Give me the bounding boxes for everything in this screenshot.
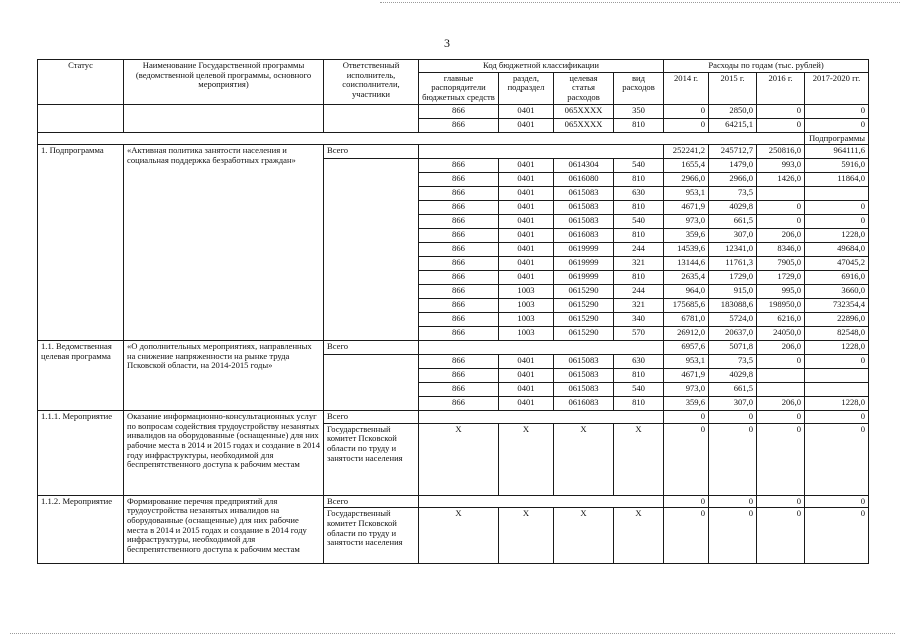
measure-total-row (38, 411, 869, 424)
cell-article: 0615290 (554, 313, 614, 327)
measure-code: X (614, 508, 664, 564)
measure-total-value: 0 (757, 495, 805, 508)
cell-article: 0616083 (554, 229, 614, 243)
cell-grbs: 866 (419, 187, 499, 201)
header-executor: Ответственный исполнитель, соисполнители, участники (324, 60, 419, 105)
cell-type: 810 (614, 118, 664, 132)
cell-type: 244 (614, 243, 664, 257)
cell-2015: 4029,8 (709, 201, 757, 215)
cell-article: 0615083 (554, 215, 614, 229)
header-year-2015: 2015 г. (709, 72, 757, 104)
cell-section: 1003 (499, 313, 554, 327)
kbk-empty (419, 341, 664, 355)
cell-2017-2020: 11864,0 (805, 173, 869, 187)
measure-total-value: 0 (805, 411, 869, 424)
cell-2014: 4671,9 (664, 201, 709, 215)
cell-section: 0401 (499, 104, 554, 118)
cell-2017-2020: 3660,0 (805, 285, 869, 299)
cell-2014: 973,0 (664, 215, 709, 229)
cell-article: 065XXXX (554, 118, 614, 132)
cell-2014: 964,0 (664, 285, 709, 299)
executor-empty (324, 355, 419, 411)
scan-artifact-top (380, 2, 900, 4)
cell-article: 0619999 (554, 243, 614, 257)
cell-section: 0401 (499, 118, 554, 132)
name-cell-empty (124, 104, 324, 132)
cell-2015: 73,5 (709, 187, 757, 201)
cell-2017-2020: 6916,0 (805, 271, 869, 285)
cell-2017-2020: 49684,0 (805, 243, 869, 257)
header-year-2017-2020: 2017-2020 гг. (805, 72, 869, 104)
cell-2015: 11761,3 (709, 257, 757, 271)
total-value: 245712,7 (709, 145, 757, 159)
cell-2017-2020: 1228,0 (805, 397, 869, 411)
measure-value: 0 (709, 508, 757, 564)
cell-type: 810 (614, 397, 664, 411)
cell-2015: 20637,0 (709, 327, 757, 341)
cell-2016: 7905,0 (757, 257, 805, 271)
cell-2015: 1729,0 (709, 271, 757, 285)
cell-2015: 2850,0 (709, 104, 757, 118)
measure-total-value: 0 (664, 411, 709, 424)
cell-2014: 6781,0 (664, 313, 709, 327)
cell-article: 0616083 (554, 397, 614, 411)
cell-2015: 661,5 (709, 383, 757, 397)
cell-section: 0401 (499, 355, 554, 369)
cell-section: 0401 (499, 257, 554, 271)
cell-grbs: 866 (419, 313, 499, 327)
measure-value: 0 (805, 423, 869, 495)
measure-code: X (554, 423, 614, 495)
cell-2016: 24050,0 (757, 327, 805, 341)
cell-type: 630 (614, 187, 664, 201)
total-value: 250816,0 (757, 145, 805, 159)
cell-2015: 307,0 (709, 397, 757, 411)
cell-2014: 973,0 (664, 383, 709, 397)
header-status: Статус (38, 60, 124, 105)
measure-total-row (38, 495, 869, 508)
measure-code: X (419, 423, 499, 495)
cell-2016: 995,0 (757, 285, 805, 299)
total-value: 252241,2 (664, 145, 709, 159)
cell-type: 321 (614, 257, 664, 271)
cell-article: 0615083 (554, 383, 614, 397)
cell-grbs: 866 (419, 327, 499, 341)
cell-2015: 4029,8 (709, 369, 757, 383)
cell-grbs: 866 (419, 285, 499, 299)
cell-type: 630 (614, 355, 664, 369)
cell-2017-2020: 0 (805, 201, 869, 215)
cell-article: 0615083 (554, 201, 614, 215)
cell-type: 810 (614, 271, 664, 285)
cell-2014: 26912,0 (664, 327, 709, 341)
cell-type: 321 (614, 299, 664, 313)
cell-grbs: 866 (419, 243, 499, 257)
cell-section: 0401 (499, 215, 554, 229)
table-header-row (38, 60, 869, 73)
executor-empty (324, 159, 419, 341)
cell-article: 0615290 (554, 327, 614, 341)
total-value: 6957,6 (664, 341, 709, 355)
cell-type: 810 (614, 173, 664, 187)
cell-2017-2020: 0 (805, 118, 869, 132)
measure-total-value: 0 (709, 411, 757, 424)
cell-2014: 359,6 (664, 397, 709, 411)
subprogram-status: 1. Подпрограмма (38, 145, 124, 341)
cell-grbs: 866 (419, 118, 499, 132)
cell-2015: 307,0 (709, 229, 757, 243)
cell-article: 0615083 (554, 369, 614, 383)
section-row (38, 132, 869, 145)
cell-grbs: 866 (419, 383, 499, 397)
cell-type: 810 (614, 369, 664, 383)
cell-2017-2020: 0 (805, 355, 869, 369)
cell-type: 540 (614, 383, 664, 397)
subprogram-name: «Активная политика занятости населения и социальная поддержка безработных граждан» (124, 145, 324, 341)
cell-2016 (757, 383, 805, 397)
cell-section: 0401 (499, 229, 554, 243)
measure-executor: Государственный комитет Псковской области по труду и занятости населения (324, 423, 419, 495)
header-kbk-section: раздел, подраздел (499, 72, 554, 104)
measure-status: 1.1.2. Мероприятие (38, 495, 124, 564)
cell-2017-2020: 0 (805, 104, 869, 118)
table-body (38, 60, 869, 564)
measure-name: Оказание информационно-консультационных услуг по вопросам содействия трудоустройству незанятых инвалидов на оборудованные (оснащенные) для них рабочие места в 2014 и 2015 годах и создание в 2014 году инфраструктуры, необходимой для беспрепятственного доступа к рабочим местам (124, 411, 324, 496)
cell-2017-2020 (805, 383, 869, 397)
cell-section: 0401 (499, 243, 554, 257)
cell-2017-2020: 0 (805, 215, 869, 229)
measure-total-label: Всего (324, 411, 419, 424)
cell-grbs: 866 (419, 271, 499, 285)
cell-2015: 73,5 (709, 355, 757, 369)
cell-grbs: 866 (419, 159, 499, 173)
measure-code: X (614, 423, 664, 495)
cell-article: 0615290 (554, 285, 614, 299)
kbk-empty (419, 145, 664, 159)
header-year-2014: 2014 г. (664, 72, 709, 104)
cell-2014: 4671,9 (664, 369, 709, 383)
measure-value: 0 (805, 508, 869, 564)
cell-2016: 206,0 (757, 229, 805, 243)
scan-artifact-bottom (10, 633, 895, 635)
cell-2017-2020: 47045,2 (805, 257, 869, 271)
cell-2017-2020: 82548,0 (805, 327, 869, 341)
cell-grbs: 866 (419, 355, 499, 369)
kbk-empty (419, 495, 664, 508)
measure-total-value: 0 (757, 411, 805, 424)
header-kbk-type: вид расходов (614, 72, 664, 104)
executor-total: Всего (324, 145, 419, 159)
measure-total-label: Всего (324, 495, 419, 508)
cell-2014: 2635,4 (664, 271, 709, 285)
cell-type: 540 (614, 215, 664, 229)
cell-2015: 1479,0 (709, 159, 757, 173)
executor-total: Всего (324, 341, 419, 355)
header-kbk-grbs: главные распорядители бюджетных средств (419, 72, 499, 104)
cell-article: 0619999 (554, 257, 614, 271)
header-name: Наименование Государственной программы (ведомственной целевой программы, основного мероприятия) (124, 60, 324, 105)
cell-section: 1003 (499, 327, 554, 341)
page-number: 3 (444, 36, 450, 50)
cell-2016: 6216,0 (757, 313, 805, 327)
cell-2014: 953,1 (664, 355, 709, 369)
cell-2014: 2966,0 (664, 173, 709, 187)
cell-2015: 183088,6 (709, 299, 757, 313)
cell-article: 0619999 (554, 271, 614, 285)
cell-2015: 661,5 (709, 215, 757, 229)
cell-2014: 953,1 (664, 187, 709, 201)
cell-section: 0401 (499, 201, 554, 215)
total-row (38, 341, 869, 355)
kbk-empty (419, 411, 664, 424)
cell-2017-2020 (805, 187, 869, 201)
header-expenses: Расходы по годам (тыс. рублей) (664, 60, 869, 73)
executor-cell-empty (324, 104, 419, 132)
cell-section: 1003 (499, 285, 554, 299)
measure-value: 0 (664, 423, 709, 495)
cell-2017-2020: 22896,0 (805, 313, 869, 327)
cell-2014: 14539,6 (664, 243, 709, 257)
cell-2016: 206,0 (757, 397, 805, 411)
status-cell-empty (38, 104, 124, 132)
cell-2016 (757, 369, 805, 383)
cell-2016: 8346,0 (757, 243, 805, 257)
cell-grbs: 866 (419, 104, 499, 118)
measure-total-value: 0 (709, 495, 757, 508)
cell-2015: 2966,0 (709, 173, 757, 187)
cell-2014: 1655,4 (664, 159, 709, 173)
measure-total-value: 0 (664, 495, 709, 508)
cell-2017-2020: 732354,4 (805, 299, 869, 313)
cell-2014: 0 (664, 104, 709, 118)
cell-2017-2020: 1228,0 (805, 229, 869, 243)
measure-value: 0 (757, 508, 805, 564)
cell-grbs: 866 (419, 173, 499, 187)
cell-2014: 359,6 (664, 229, 709, 243)
cell-article: 065XXXX (554, 104, 614, 118)
cell-section: 1003 (499, 299, 554, 313)
cell-grbs: 866 (419, 215, 499, 229)
cell-section: 0401 (499, 383, 554, 397)
cell-type: 810 (614, 229, 664, 243)
header-year-2016: 2016 г. (757, 72, 805, 104)
measure-status: 1.1.1. Мероприятие (38, 411, 124, 496)
cell-2015: 5724,0 (709, 313, 757, 327)
cell-2015: 12341,0 (709, 243, 757, 257)
cell-2016: 0 (757, 215, 805, 229)
cell-section: 0401 (499, 369, 554, 383)
measure-total-value: 0 (805, 495, 869, 508)
cell-article: 0615083 (554, 355, 614, 369)
cell-grbs: 866 (419, 257, 499, 271)
cell-section: 0401 (499, 397, 554, 411)
cell-grbs: 866 (419, 369, 499, 383)
cell-section: 0401 (499, 159, 554, 173)
measure-executor: Государственный комитет Псковской области по труду и занятости населения (324, 508, 419, 564)
vcp-status: 1.1. Ведомственная целевая программа (38, 341, 124, 411)
cell-type: 810 (614, 201, 664, 215)
table-row (38, 104, 869, 118)
cell-type: 570 (614, 327, 664, 341)
cell-2016 (757, 187, 805, 201)
budget-table (37, 59, 869, 564)
cell-2016: 198950,0 (757, 299, 805, 313)
cell-2016: 0 (757, 118, 805, 132)
cell-type: 540 (614, 159, 664, 173)
measure-code: X (499, 508, 554, 564)
cell-grbs: 866 (419, 229, 499, 243)
cell-type: 244 (614, 285, 664, 299)
measure-value: 0 (709, 423, 757, 495)
cell-type: 350 (614, 104, 664, 118)
cell-type: 340 (614, 313, 664, 327)
cell-section: 0401 (499, 173, 554, 187)
cell-2016: 1729,0 (757, 271, 805, 285)
cell-grbs: 866 (419, 397, 499, 411)
cell-2017-2020 (805, 369, 869, 383)
cell-2014: 0 (664, 118, 709, 132)
cell-2015: 64215,1 (709, 118, 757, 132)
cell-article: 0615290 (554, 299, 614, 313)
cell-2016: 0 (757, 104, 805, 118)
measure-value: 0 (757, 423, 805, 495)
cell-grbs: 866 (419, 201, 499, 215)
cell-2016: 0 (757, 355, 805, 369)
total-value: 1228,0 (805, 341, 869, 355)
cell-grbs: 866 (419, 299, 499, 313)
total-value: 5071,8 (709, 341, 757, 355)
measure-value: 0 (664, 508, 709, 564)
vcp-name: «О дополнительных мероприятиях, направленных на снижение напряженности на рынке труда Псковской области, на 2014-2015 годы» (124, 341, 324, 411)
cell-2016: 993,0 (757, 159, 805, 173)
total-value: 964111,6 (805, 145, 869, 159)
cell-article: 0615083 (554, 187, 614, 201)
cell-2016: 1426,0 (757, 173, 805, 187)
cell-2014: 13144,6 (664, 257, 709, 271)
measure-code: X (419, 508, 499, 564)
cell-section: 0401 (499, 271, 554, 285)
section-empty (38, 132, 805, 145)
measure-code: X (499, 423, 554, 495)
total-row (38, 145, 869, 159)
cell-2017-2020: 5916,0 (805, 159, 869, 173)
header-kbk-article: целевая статья расходов (554, 72, 614, 104)
header-kbk: Код бюджетной классификации (419, 60, 664, 73)
cell-section: 0401 (499, 187, 554, 201)
cell-2016: 0 (757, 201, 805, 215)
measure-name: Формирование перечня предприятий для трудоустройства незанятых инвалидов на оборудованные (оснащенные) для них рабочие места в 2014 и 2015 годах и создание в 2014 году инфраструктуры, необходимой для беспрепятственного доступа к рабочим местам (124, 495, 324, 564)
measure-code: X (554, 508, 614, 564)
cell-2015: 915,0 (709, 285, 757, 299)
total-value: 206,0 (757, 341, 805, 355)
section-note: Подпрограммы (805, 132, 869, 145)
cell-2014: 175685,6 (664, 299, 709, 313)
cell-article: 0616080 (554, 173, 614, 187)
cell-article: 0614304 (554, 159, 614, 173)
